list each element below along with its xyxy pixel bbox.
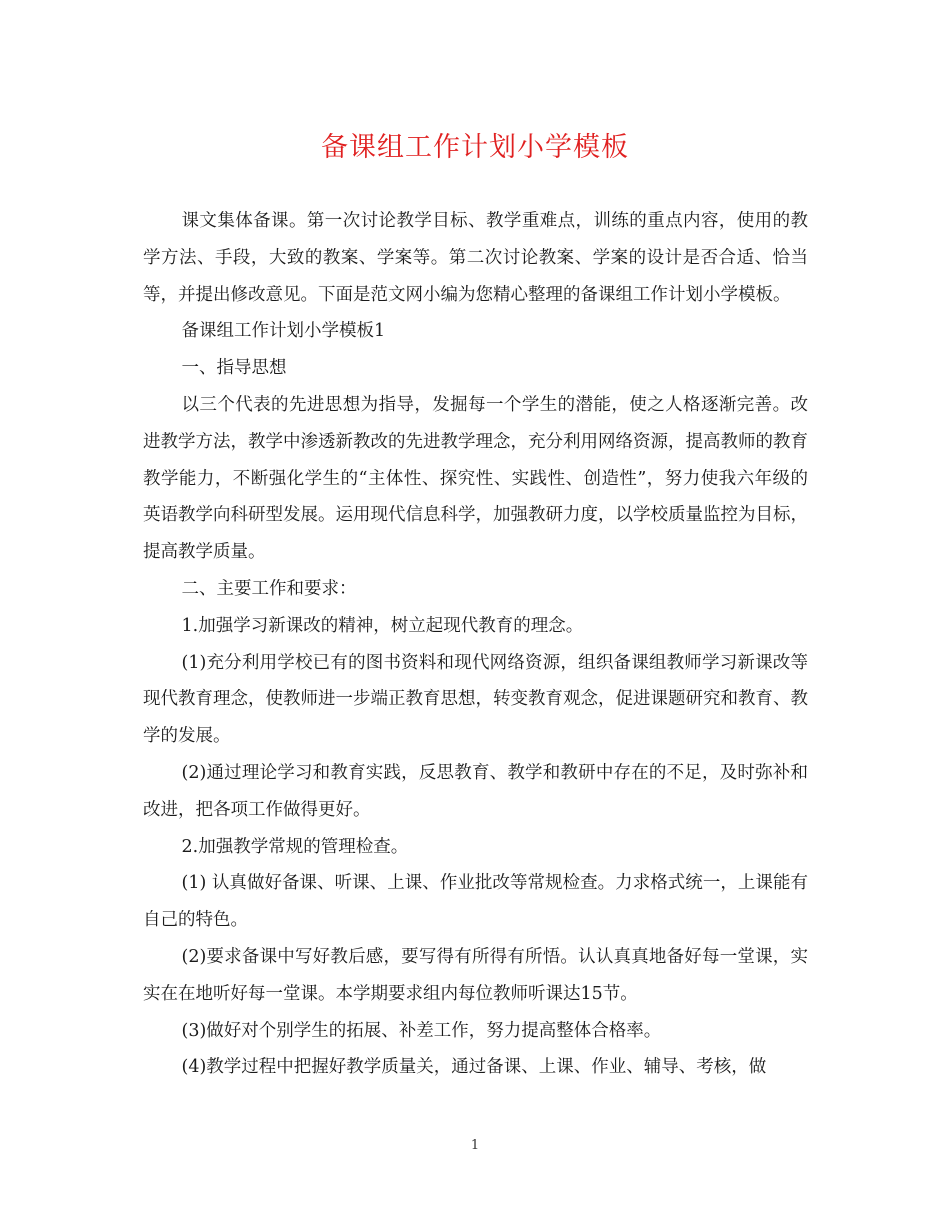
template-heading: 备课组工作计划小学模板1	[181, 321, 386, 342]
item-1-sub-2: (2)通过理论学习和教育实践，反思教育、教学和教研中存在的不足，及时弥补和改进，把各项工作做得更好。	[143, 762, 808, 820]
item-1-sub-1: (1)充分利用学校已有的图书资料和现代网络资源，组织备课组教师学习新课改等现代教育理念，使教师进一步端正教育思想，转变教育观念，促进课题研究和教育、教学的发展。	[143, 652, 808, 747]
guiding-thought-paragraph: 以三个代表的先进思想为指导，发掘每一个学生的潜能，使之人格逐渐完善。改进教学方法，教学中渗透新教改的先进教学理念，充分利用网络资源，提高教师的教育教学能力，不断强化学生的“主体性、探究性、实践性、创造性”，努力使我六年级的英语教学向科研型发展。运用现代信息科学，加强教研力度，以学校质量监控为目标，提高教学质量。	[143, 394, 808, 563]
document-body	[143, 203, 808, 1086]
document-title: 备课组工作计划小学模板	[321, 132, 629, 163]
item-2-sub-2: (2)要求备课中写好教后感，要写得有所得有所悟。认认真真地备好每一堂课，实实在在地听好每一堂课。本学期要求组内每位教师听课达15节。	[143, 946, 808, 1004]
item-2-sub-4: (4)教学过程中把握好教学质量关，通过备课、上课、作业、辅导、考核，做	[181, 1057, 767, 1078]
item-2-heading: 2.加强教学常规的管理检查。	[181, 836, 409, 857]
intro-paragraph: 课文集体备课。第一次讨论教学目标、教学重难点，训练的重点内容，使用的教学方法、手段，大致的教案、学案等。第二次讨论教案、学案的设计是否合适、恰当等，并提出修改意见。下面是范文网小编为您精心整理的备课组工作计划小学模板。	[143, 211, 808, 305]
item-2-sub-1: (1) 认真做好备课、听课、上课、作业批改等常规检查。力求格式统一，上课能有自己的特色。	[143, 873, 808, 931]
section-heading-guiding-thought: 一、指导思想	[181, 358, 287, 379]
item-1-heading: 1.加强学习新课改的精神，树立起现代教育的理念。	[181, 615, 584, 636]
page-number: 1	[470, 1138, 480, 1153]
item-2-sub-3: (3)做好对个别学生的拓展、补差工作，努力提高整体合格率。	[181, 1020, 662, 1041]
section-heading-main-work: 二、主要工作和要求：	[181, 578, 357, 599]
